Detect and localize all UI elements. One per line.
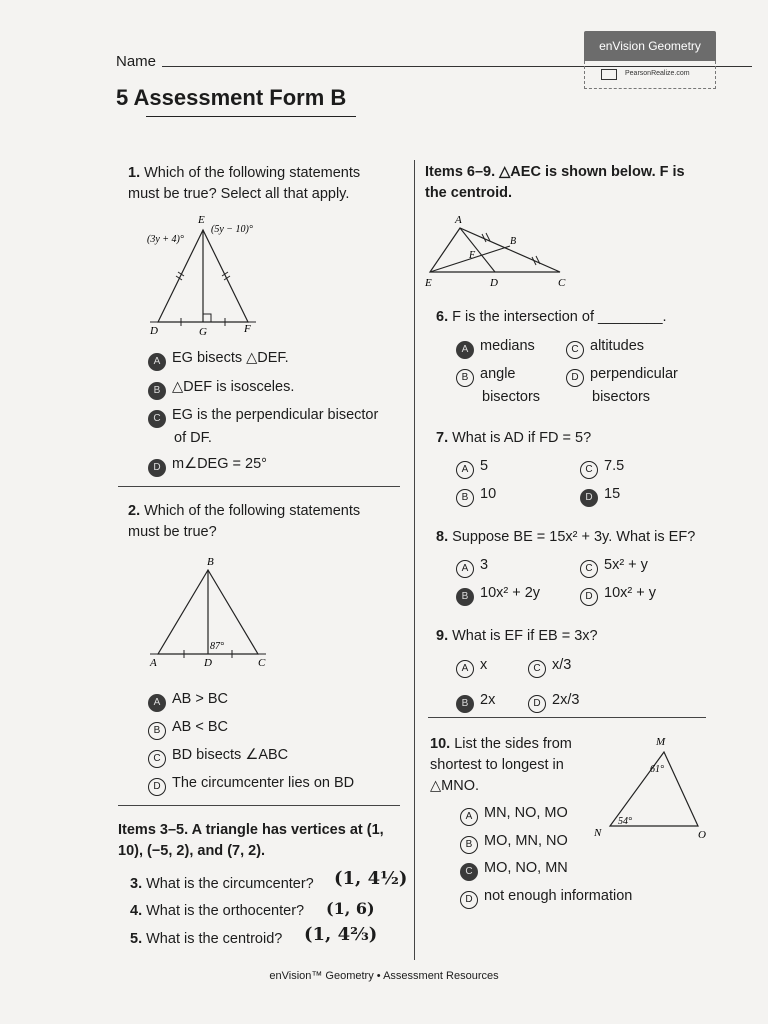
bubble-b[interactable]: B <box>460 836 478 854</box>
bubble-d[interactable]: D <box>580 489 598 507</box>
label-right-angle: (5y − 10)° <box>211 224 253 235</box>
label-a: A <box>455 214 462 226</box>
q7-option-b[interactable]: B 10 <box>456 484 496 507</box>
question-2: 2. Which of the following statements must be true? <box>128 503 361 540</box>
label-g: G <box>199 326 207 338</box>
q2-option-c[interactable]: C BD bisects ∠ABC <box>148 745 288 768</box>
question-3: 3. What is the circumcenter? <box>130 876 314 892</box>
bubble-a[interactable]: A <box>456 560 474 578</box>
label-d: D <box>150 325 158 337</box>
answer-3: (1, 4½) <box>334 868 408 889</box>
bubble-d[interactable]: D <box>460 891 478 909</box>
q9-option-a[interactable]: A x <box>456 655 487 678</box>
question-4: 4. What is the orthocenter? <box>130 903 305 919</box>
bubble-c[interactable]: C <box>148 410 166 428</box>
label-d: D <box>204 657 212 669</box>
q2-option-d[interactable]: D The circumcenter lies on BD <box>148 773 354 796</box>
q10-option-b[interactable]: B MO, MN, NO <box>460 831 568 854</box>
bubble-c[interactable]: C <box>580 461 598 479</box>
label-angle-n: 54° <box>618 816 632 827</box>
q6-option-b[interactable]: B angle bisectors <box>456 364 540 407</box>
label-o: O <box>698 829 706 841</box>
label-f: F <box>244 323 251 335</box>
section-divider <box>118 805 400 806</box>
label-left-angle: (3y + 4)° <box>147 234 184 245</box>
section-divider <box>118 486 400 487</box>
q8-option-d[interactable]: D 10x² + y <box>580 583 656 606</box>
question-9: 9. What is EF if EB = 3x? <box>436 628 598 644</box>
bubble-d[interactable]: D <box>528 695 546 713</box>
question-1: 1. Which of the following statements must be true? Select all that apply. <box>128 165 361 202</box>
bubble-c[interactable]: C <box>566 341 584 359</box>
screen-icon <box>601 69 617 80</box>
label-d: D <box>490 277 498 289</box>
q9-option-d[interactable]: D 2x/3 <box>528 690 579 713</box>
q2-option-a[interactable]: A AB > BC <box>148 689 228 712</box>
q8-option-a[interactable]: A 3 <box>456 555 488 578</box>
bubble-c[interactable]: C <box>148 750 166 768</box>
bubble-b[interactable]: B <box>456 695 474 713</box>
q10-option-a[interactable]: A MN, NO, MO <box>460 803 568 826</box>
q8-option-c[interactable]: C 5x² + y <box>580 555 648 578</box>
bubble-b[interactable]: B <box>148 382 166 400</box>
q6-option-d[interactable]: D perpendicular bisectors <box>566 364 678 407</box>
label-a: A <box>150 657 157 669</box>
q7-option-c[interactable]: C 7.5 <box>580 456 624 479</box>
label-f: F <box>469 250 476 261</box>
q2-option-b[interactable]: B AB < BC <box>148 717 228 740</box>
label-m: M <box>656 736 666 748</box>
q1-option-d[interactable]: D m∠DEG = 25° <box>148 454 267 477</box>
q9-option-c[interactable]: C x/3 <box>528 655 571 678</box>
page-footer: enVision™ Geometry • Assessment Resources <box>269 970 499 982</box>
bubble-b[interactable]: B <box>456 489 474 507</box>
bubble-a[interactable]: A <box>456 461 474 479</box>
label-n: N <box>594 827 602 839</box>
question-5: 5. What is the centroid? <box>130 931 283 947</box>
bubble-d[interactable]: D <box>566 369 584 387</box>
bubble-a[interactable]: A <box>456 660 474 678</box>
brand-logo: enVision Geometry <box>584 31 716 61</box>
triangle-aec-figure <box>420 210 580 295</box>
label-b: B <box>207 556 214 568</box>
bubble-d[interactable]: D <box>148 778 166 796</box>
triangle-abc-figure <box>144 552 274 672</box>
answer-4: (1, 6) <box>326 899 375 918</box>
label-e: E <box>198 214 205 226</box>
brand-site: PearsonRealize.com <box>625 70 690 77</box>
bubble-c[interactable]: C <box>580 560 598 578</box>
bubble-a[interactable]: A <box>148 353 166 371</box>
label-c: C <box>258 657 266 669</box>
q7-option-a[interactable]: A 5 <box>456 456 488 479</box>
label-b: B <box>510 236 517 247</box>
column-divider <box>414 160 415 960</box>
label-c: C <box>558 277 566 289</box>
bubble-b[interactable]: B <box>456 588 474 606</box>
triangle-def-figure <box>144 210 274 340</box>
brand-site-box <box>584 61 716 89</box>
q8-option-b[interactable]: B 10x² + 2y <box>456 583 540 606</box>
bubble-b[interactable]: B <box>456 369 474 387</box>
bubble-d[interactable]: D <box>148 459 166 477</box>
bubble-a[interactable]: A <box>148 694 166 712</box>
name-label: Name <box>116 53 157 70</box>
bubble-d[interactable]: D <box>580 588 598 606</box>
question-10: 10. List the sides from shortest to longest in △MNO. <box>430 736 572 794</box>
bubble-c[interactable]: C <box>460 863 478 881</box>
items-6-9-header: Items 6–9. △AEC is shown below. F is the centroid. <box>425 164 685 201</box>
label-angle-87: 87° <box>210 641 224 652</box>
q6-option-a[interactable]: A medians <box>456 336 535 359</box>
title-underline <box>146 116 356 117</box>
label-e: E <box>425 277 432 289</box>
q1-option-a[interactable]: A EG bisects △DEF. <box>148 348 289 371</box>
q9-option-b[interactable]: B 2x <box>456 690 495 713</box>
q10-option-c[interactable]: C MO, NO, MN <box>460 858 568 881</box>
items-3-5-header: Items 3–5. A triangle has vertices at (1, 10), (−5, 2), and (7, 2). <box>118 822 384 859</box>
bubble-b[interactable]: B <box>148 722 166 740</box>
bubble-a[interactable]: A <box>456 341 474 359</box>
label-angle-m: 61° <box>650 764 664 775</box>
question-6: 6. F is the intersection of ________. <box>436 309 667 325</box>
q7-option-d[interactable]: D 15 <box>580 484 620 507</box>
q6-option-c[interactable]: C altitudes <box>566 336 644 359</box>
triangle-mno-figure <box>588 730 718 845</box>
q10-option-d[interactable]: D not enough information <box>460 886 632 909</box>
bubble-c[interactable]: C <box>528 660 546 678</box>
question-7: 7. What is AD if FD = 5? <box>436 430 592 446</box>
question-8: 8. Suppose BE = 15x² + 3y. What is EF? <box>436 529 696 545</box>
bubble-a[interactable]: A <box>460 808 478 826</box>
section-divider <box>428 717 706 718</box>
q1-option-b[interactable]: B △DEF is isosceles. <box>148 377 294 400</box>
page-title: 5 Assessment Form B <box>116 85 347 110</box>
q1-option-c[interactable]: C EG is the perpendicular bisector of DF. <box>148 405 378 448</box>
answer-5: (1, 4⅔) <box>304 924 378 945</box>
